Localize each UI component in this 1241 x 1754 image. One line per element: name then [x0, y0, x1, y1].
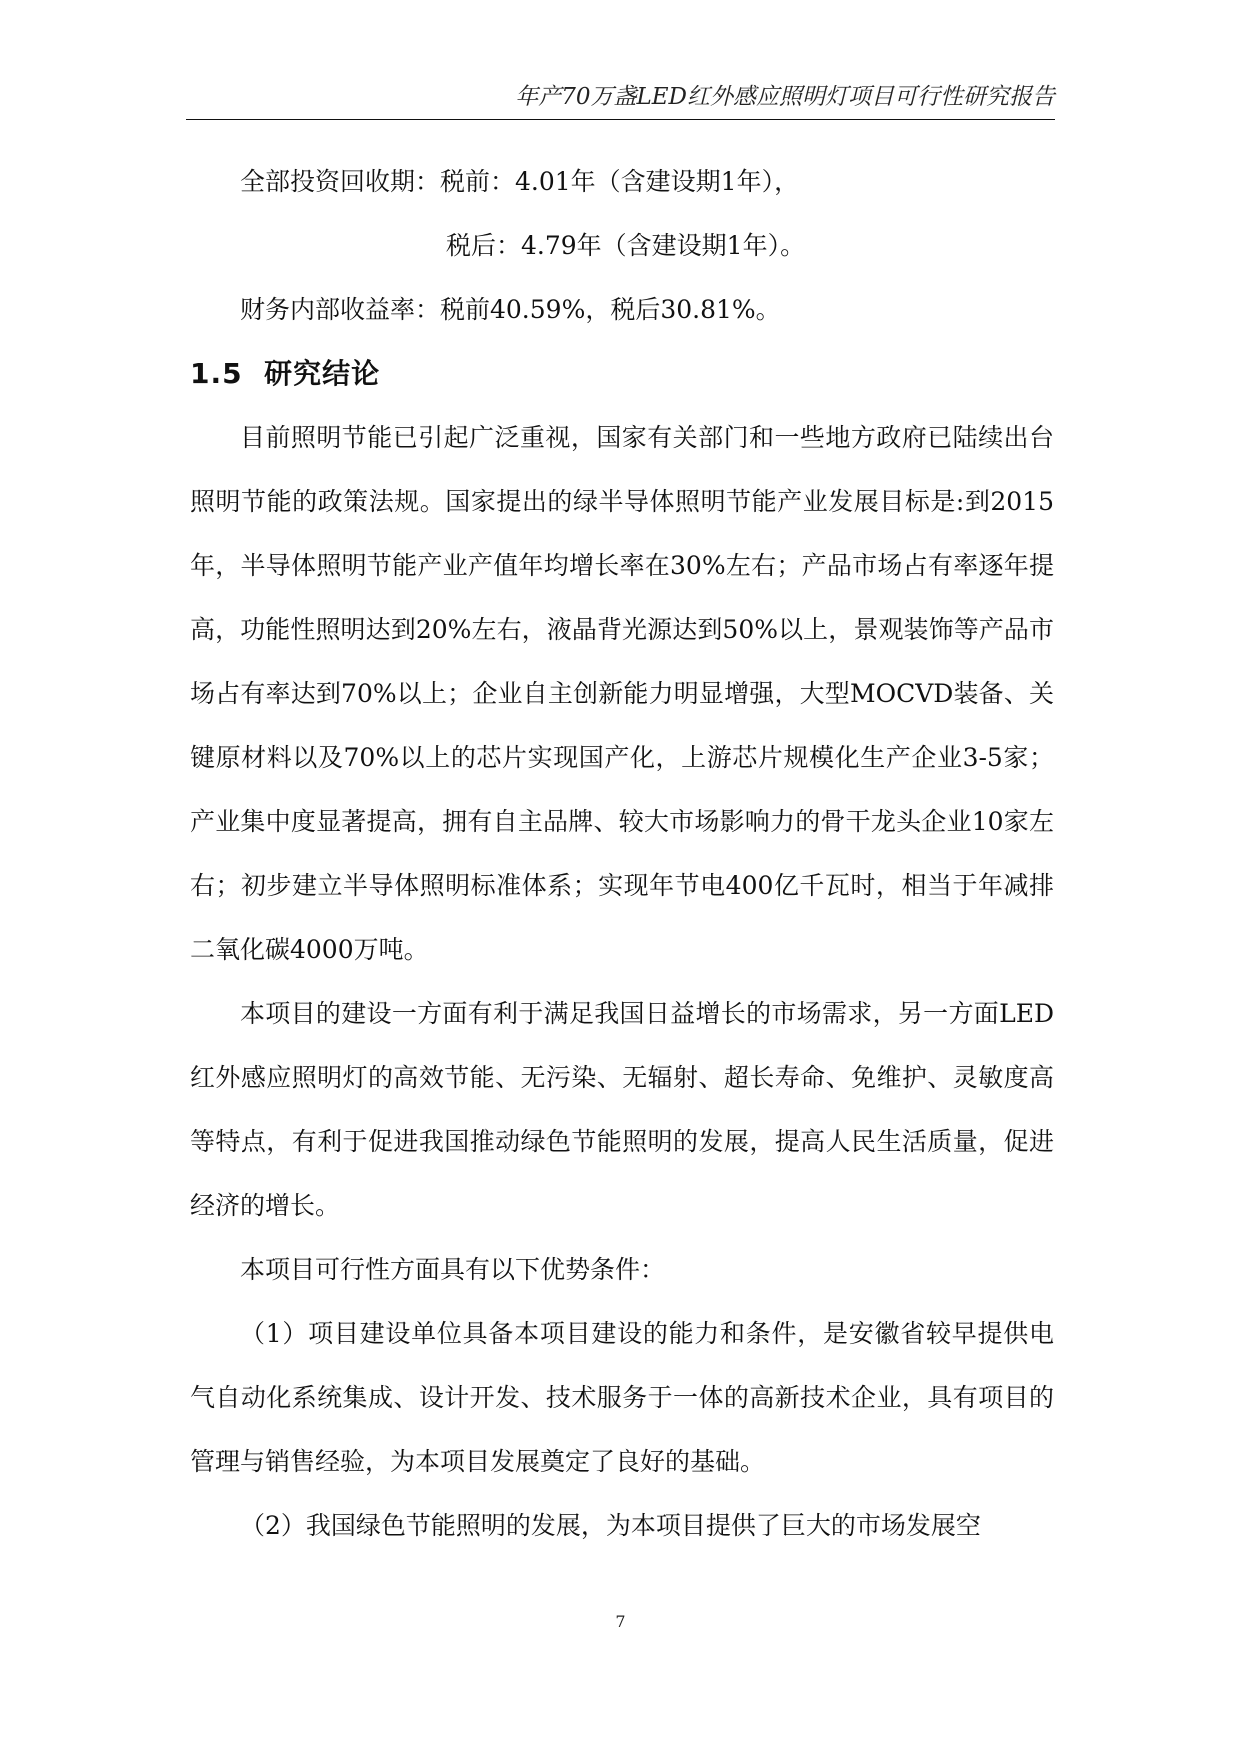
irr-line: 财务内部收益率：税前40.59%，税后30.81%。 [240, 295, 781, 324]
paragraph-advantage-2: （2）我国绿色节能照明的发展，为本项目提供了巨大的市场发展空 [240, 1511, 981, 1540]
header-rule [186, 119, 1055, 120]
running-header: 年产70万盏LED红外感应照明灯项目可行性研究报告 [515, 84, 1055, 110]
body-text [190, 150, 1054, 1558]
section-heading [190, 342, 1054, 406]
paragraph-advantages-intro: 本项目可行性方面具有以下优势条件： [240, 1255, 666, 1284]
payback-post-tax: 税后：4.79年（含建设期1年）。 [446, 231, 806, 260]
section-number: 1.5 [190, 357, 243, 390]
paragraph-advantage-1: （1）项目建设单位具备本项目建设的能力和条件，是安徽省较早提供电气自动化系统集成、设计开发、技术服务于一体的高新技术企业，具有项目的管理与销售经验，为本项目发展奠定了良好的基础。 [190, 1319, 1054, 1476]
paragraph-conclusion-goals: 目前照明节能已引起广泛重视，国家有关部门和一些地方政府已陆续出台照明节能的政策法规。国家提出的绿半导体照明节能产业发展目标是:到2015年，半导体照明节能产业产值年均增长率在30%左右；产品市场占有率逐年提高，功能性照明达到20%左右，液晶背光源达到50%以上，景观装饰等产品市场占有率达到70%以上；企业自主创新能力明显增强，大型MOCVD装备、关键原材料以及70%以上的芯片实现国产化，上游芯片规模化生产企业3-5家；产业集中度显著提高，拥有自主品牌、较大市场影响力的骨干龙头企业10家左右；初步建立半导体照明标准体系；实现年节电400亿千瓦时，相当于年减排二氧化碳4000万吨。 [190, 423, 1054, 964]
section-title: 研究结论 [264, 357, 381, 390]
page-number: 7 [615, 1612, 626, 1631]
payback-pre-tax: 全部投资回收期：税前：4.01年（含建设期1年）， [240, 167, 800, 196]
paragraph-project-benefits: 本项目的建设一方面有利于满足我国日益增长的市场需求，另一方面LED红外感应照明灯的高效节能、无污染、无辐射、超长寿命、免维护、灵敏度高等特点，有利于促进我国推动绿色节能照明的发展，提高人民生活质量，促进经济的增长。 [190, 999, 1054, 1220]
